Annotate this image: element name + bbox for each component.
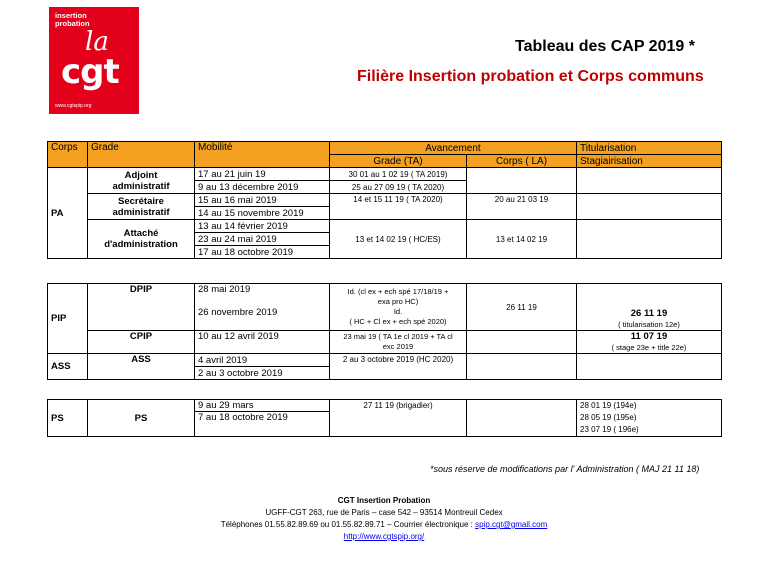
header-titularisation: Titularisation [577,142,722,155]
header-avancement: Avancement [330,142,577,155]
table-ps [47,399,722,437]
page-title: Tableau des CAP 2019 * [515,38,695,55]
footer-address: UGFF-CGT 263, rue de Paris – case 542 – 93514 Montreuil Cedex [265,508,503,517]
table-row: 17 au 18 octobre 2019 [48,246,722,259]
logo-cgt: cgt [61,52,119,92]
grade-ass: ASS [88,354,195,380]
grade-ps: PS [88,400,195,437]
footer [0,495,768,543]
grade-attache: Attaché d'administration [88,220,195,259]
header-stagiairisation: Stagiairisation [577,155,722,168]
corps-pa: PA [48,168,88,259]
cgt-logo [49,7,139,114]
grade-secretaire: Secrétaire administratif [88,194,195,220]
footnote: *sous réserve de modifications par l' Administration ( MAJ 21 11 18) [430,464,700,474]
logo-url: www.cgtspip.org [55,103,92,109]
table-row: Secrétaire administratif 15 au 16 mai 2019 14 et 15 11 19 ( TA 2020) 20 au 21 03 19 [48,194,722,207]
corps-ps: PS [48,400,88,437]
table-row: 14 au 15 novembre 2019 [48,207,722,220]
table-header-row [48,142,722,155]
grade-adjoint: Adjoint administratif [88,168,195,194]
table-row: 2 au 3 octobre 2019 [48,367,722,380]
table-pa [47,141,722,259]
footer-phones: Téléphones 01.55.82.89.69 ou 01.55.82.89.71 – Courrier électronique : [220,520,476,529]
footer-org: CGT Insertion Probation [337,496,431,505]
page-subtitle: Filière Insertion probation et Corps communs [357,68,704,85]
table-pip-ass [47,283,722,380]
table-row: PA Adjoint administratif 17 au 21 juin 19 30 01 au 1 02 19 ( TA 2019) [48,168,722,181]
header-corps-la: Corps ( LA) [467,155,577,168]
header-grade-ta: Grade (TA) [330,155,467,168]
grade-cpip: CPIP [88,331,195,354]
table-row: Attaché d'administration 13 au 14 février 2019 13 et 14 02 19 ( HC/ES) 13 et 14 02 19 [48,220,722,233]
table-row: PS PS 9 au 29 mars 7 au 18 octobre 2019 27 11 19 (brigadier) 28 01 19 (194e) 28 05 19 (195e) 23 07 19 ( 196e) [48,400,722,437]
table-row: CPIP 10 au 12 avril 2019 23 mai 19 ( TA 1e cl 2019 + TA cl exc 2019 11 07 19 ( stage 23e + title 22e) [48,331,722,354]
header-grade: Grade [88,142,195,168]
website-link[interactable]: http://www.cgtspip.org/ [343,532,425,541]
logo-la: la [85,27,109,57]
logo-line2: probation [55,19,90,28]
email-link[interactable]: spip.cgt@gmail.com [475,520,548,529]
header-mobilite: Mobilité [195,142,330,168]
header-corps: Corps [48,142,88,168]
table-row: 9 au 13 décembre 2019 25 au 27 09 19 ( TA 2020) [48,181,722,194]
table-row: 23 au 24 mai 2019 [48,233,722,246]
corps-pip: PIP [48,284,88,354]
table-row: PIP DPIP 28 mai 2019 26 novembre 2019 Id. (cl ex + ech spé 17/18/19 + exa pro HC) Id. ( HC + Cl ex + ech spé 2020) 26 11 19 26 11 19 ( titularisation 12e) [48,284,722,331]
table-row: ASS ASS 4 avril 2019 2 au 3 octobre 2019 (HC 2020) [48,354,722,367]
grade-dpip: DPIP [88,284,195,331]
logo-line1: insertion [55,11,87,20]
corps-ass: ASS [48,354,88,380]
